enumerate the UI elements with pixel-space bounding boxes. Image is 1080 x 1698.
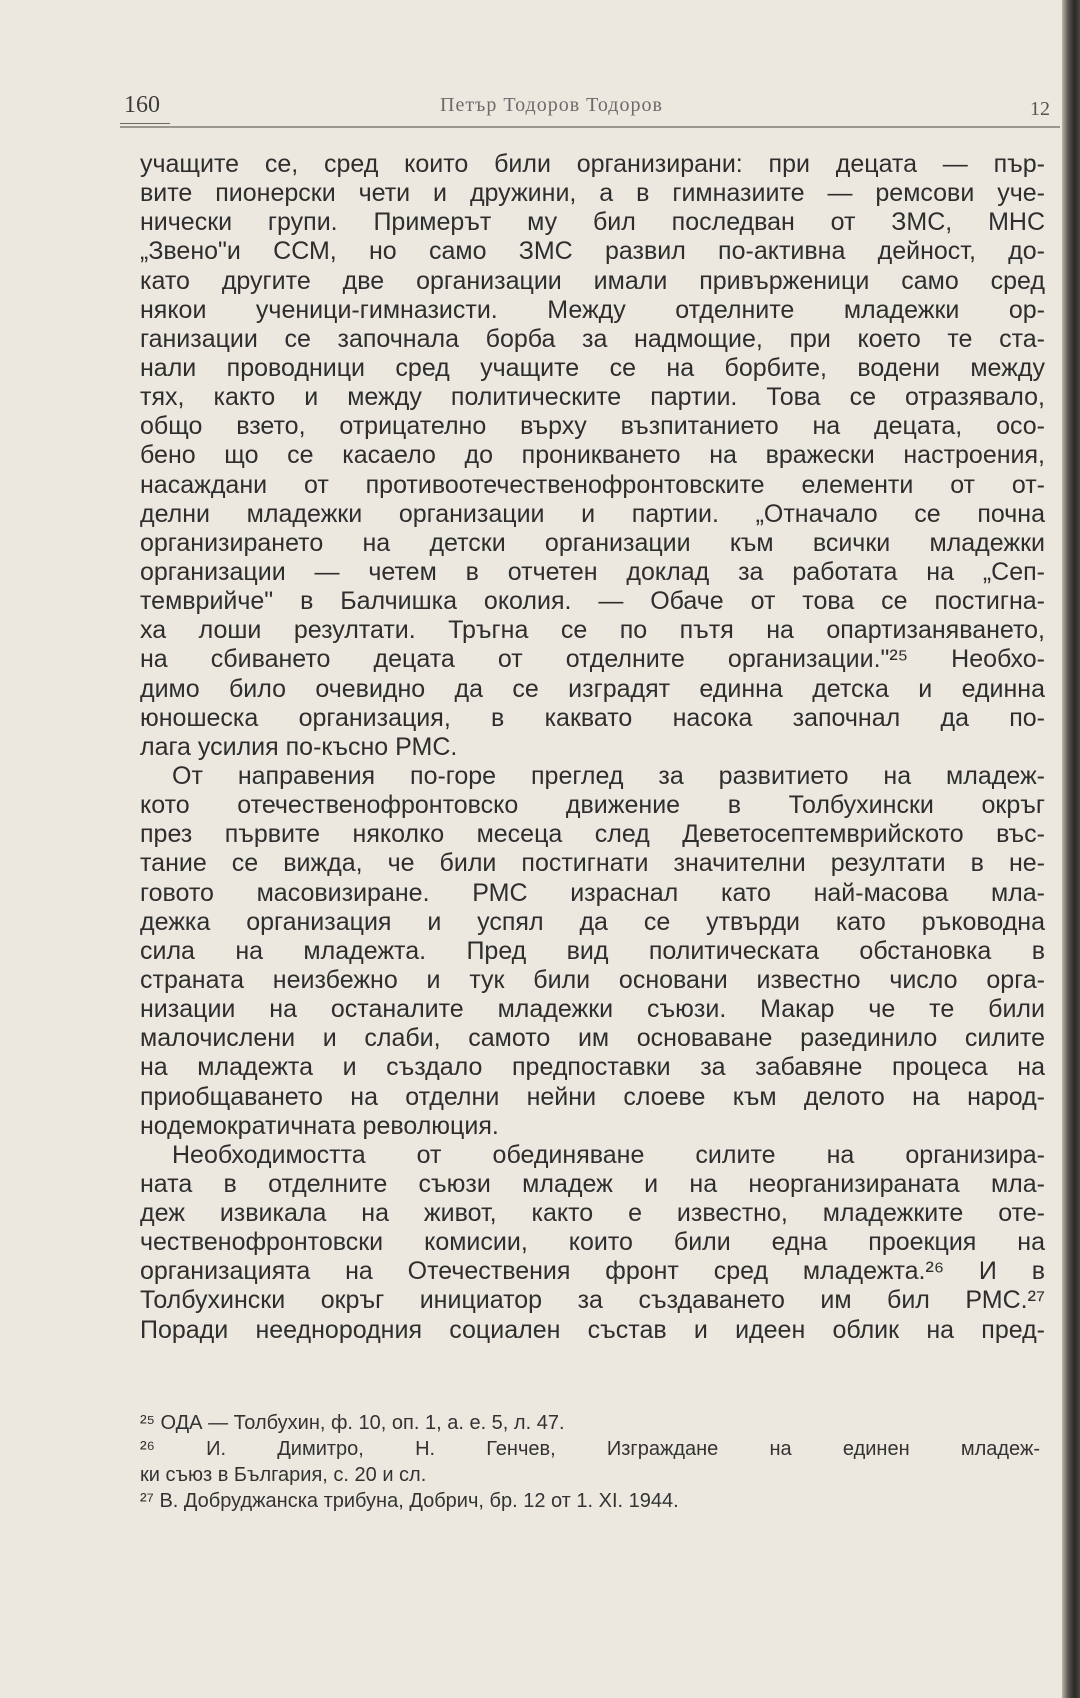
body-line: ганизации се започнала борба за надмощие, при което те ста-	[140, 324, 1045, 353]
body-line: Поради нееднородния социален състав и идеен облик на пред-	[140, 1315, 1045, 1344]
running-head: Петър Тодоров Тодоров	[440, 94, 663, 116]
body-line: Толбухински окръг инициатор за създаването им бил РМС.²⁷	[140, 1286, 1045, 1315]
body-line: низации на останалите младежки съюзи. Макар че те били	[140, 995, 1045, 1024]
footnote-27: ²⁷ В. Добруджанска трибуна, Добрич, бр. 12 от 1. XI. 1944.	[140, 1490, 679, 1512]
body-line: ха лоши резултати. Тръгна се по пътя на опартизаняването,	[140, 616, 1045, 645]
body-line: дежка организация и успял да се утвърди като ръководна	[140, 907, 1045, 936]
body-line: някои ученици-гимназисти. Между отделните младежки ор-	[140, 295, 1045, 324]
body-line: бено що се касаело до проникването на вражески настроения,	[140, 441, 1045, 470]
body-line: страната неизбежно и тук били основани известно число орга-	[140, 965, 1045, 994]
body-line: общо взето, отрицателно върху възпитанието на децата, осо-	[140, 412, 1045, 441]
header-rule-short	[120, 123, 170, 124]
body-line: вите пионерски чети и дружини, а в гимназиите — ремсови уче-	[140, 179, 1045, 208]
body-line: учащите се, сред които били организирани: при децата — пър-	[140, 150, 1045, 178]
body-line: организации — четем в отчетен доклад за работата на „Сеп-	[140, 557, 1045, 586]
body-line: на младежта и създало предпоставки за забавяне процеса на	[140, 1053, 1045, 1082]
body-line: насаждани от противоотечественофронтовските елементи от от-	[140, 470, 1045, 499]
body-line: приобщаването на отделни нейни слоеве към делото на народ-	[140, 1082, 1045, 1111]
body-line: през първите няколко месеца след Деветосептемврийското въс-	[140, 820, 1045, 849]
body-line: кото отечественофронтовско движение в Толбухински окръг	[140, 791, 1045, 820]
body-text	[140, 150, 1045, 1345]
body-line: тях, както и между политическите партии. Това се отразявало,	[140, 383, 1045, 412]
footnote-25: ²⁵ ОДА — Толбухин, ф. 10, оп. 1, а. е. 5, л. 47.	[140, 1412, 565, 1434]
body-line: нически групи. Примерът му бил последван от ЗМС, МНС	[140, 208, 1045, 237]
body-line: димо било очевидно да се изградят единна детска и единна	[140, 674, 1045, 703]
footnote-26-continuation: ки съюз в България, с. 20 и сл.	[140, 1464, 427, 1486]
body-line: делни младежки организации и партии. „Отначало се почна	[140, 499, 1045, 528]
body-line: ната в отделните съюзи младеж и на неорганизираната мла-	[140, 1169, 1045, 1198]
body-line: тание се вижда, че били постигнати значителни резултати в не-	[140, 849, 1045, 878]
body-line: малочислени и слаби, самото им основаване разединило силите	[140, 1024, 1045, 1053]
body-line: сила на младежта. Пред вид политическата обстановка в	[140, 936, 1045, 965]
page-header	[120, 84, 1050, 124]
body-line: лага усилия по-късно РМС.	[140, 732, 458, 761]
header-rule	[120, 126, 1060, 128]
paragraph-start-line: Необходимостта от обединяване силите на организира-	[172, 1140, 1045, 1169]
book-binding-edge	[1062, 0, 1080, 1698]
footnote-26: ²⁶ И. Димитро, Н. Генчев, Изграждане на единен младеж-	[140, 1438, 1040, 1460]
body-line: нодемократичната революция.	[140, 1111, 499, 1140]
footnotes	[140, 1410, 1040, 1514]
body-line: чественофронтовски комисии, които били една проекция на	[140, 1228, 1045, 1257]
page-number: 160	[124, 92, 160, 118]
body-line: нали проводници сред учащите се на борбите, водени между	[140, 353, 1045, 382]
body-line: темврийче" в Балчишка околия. — Обаче от това се постигна-	[140, 587, 1045, 616]
body-line: говото масовизиране. РМС израснал като най-масова мла-	[140, 878, 1045, 907]
body-line: организирането на детски организации към всички младежки	[140, 528, 1045, 557]
paragraph-start-line: От направения по-горе преглед за развитието на младеж-	[172, 761, 1045, 790]
body-line: „Звено"и ССМ, но само ЗМС развил по-активна дейност, до-	[140, 237, 1045, 266]
body-line: организацията на Отечествения фронт сред младежта.²⁶ И в	[140, 1257, 1045, 1286]
corner-mark: 12	[1030, 98, 1050, 120]
body-line: юношеска организация, в каквато насока започнал да по-	[140, 703, 1045, 732]
body-line: деж извикала на живот, както е известно, младежките оте-	[140, 1199, 1045, 1228]
body-line: като другите две организации имали привърженици само сред	[140, 266, 1045, 295]
body-line: на сбиването децата от отделните организации."²⁵ Необхо-	[140, 645, 1045, 674]
